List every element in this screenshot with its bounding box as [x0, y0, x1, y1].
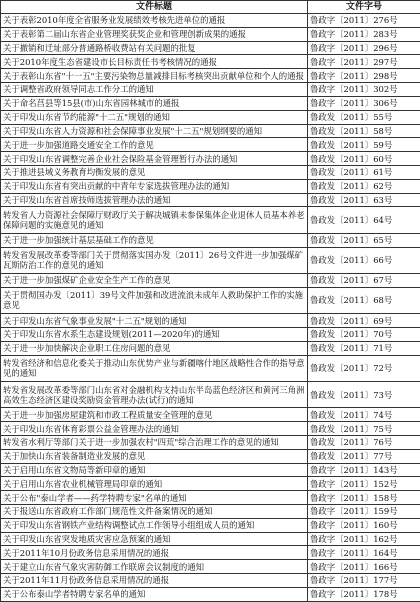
document-title-cell: 关于启用山东省农业机械管理局印章的通知: [1, 477, 308, 491]
table-row: [1, 587, 420, 601]
document-code-cell: 鲁政字〔2011〕164号: [308, 546, 420, 560]
table-row: [1, 193, 420, 207]
document-code-cell: 鲁政发〔2011〕69号: [308, 314, 420, 328]
document-code-cell: 鲁政字〔2011〕152号: [308, 477, 420, 491]
document-code-cell: 鲁政发〔2011〕76号: [308, 435, 420, 449]
title-column-header: 文件标题: [1, 1, 308, 14]
document-code-cell: 鲁政字〔2011〕296号: [308, 41, 420, 55]
document-code-cell: 鲁政字〔2011〕297号: [308, 55, 420, 69]
document-title-cell: 转发省发展改革委等部门山东省对金融机构支持山东半岛蓝色经济区和黄河三角洲高效生态经济区建设奖励资金管理办法(试行)的通知: [1, 381, 308, 407]
document-title-cell: 关于印发山东省首席技师选拔管理办法的通知: [1, 193, 308, 207]
document-code-cell: 鲁政字〔2011〕166号: [308, 560, 420, 574]
document-title-cell: 关于印发山东省调整完善企业社会保险基金管理暂行办法的通知: [1, 152, 308, 166]
table-row: [1, 41, 420, 55]
document-code-cell: 鲁政发〔2011〕60号: [308, 152, 420, 166]
document-code-cell: 鲁政字〔2011〕158号: [308, 491, 420, 505]
table-row: [1, 463, 420, 477]
document-title-cell: 关于公布泰山学者特聘专家名单的通知: [1, 587, 308, 601]
document-code-cell: 鲁政字〔2011〕178号: [308, 587, 420, 601]
document-code-cell: 鲁政字〔2011〕143号: [308, 463, 420, 477]
table-row: [1, 381, 420, 407]
document-code-cell: 鲁政发〔2011〕73号: [308, 381, 420, 407]
table-row: [1, 449, 420, 463]
table-row: [1, 247, 420, 273]
table-row: [1, 314, 420, 328]
document-title-cell: 关于撤销和迁址部分普通路桥收费站有关问题的批复: [1, 41, 308, 55]
document-code-cell: 鲁政发〔2011〕61号: [308, 165, 420, 179]
document-code-cell: 鲁政发〔2011〕74号: [308, 408, 420, 422]
document-title-cell: 关于进一步加快解决企业职工住房问题的意见: [1, 341, 308, 355]
table-row: [1, 14, 420, 28]
document-title-cell: 关于印发山东省体育彩票公益金管理办法的通知: [1, 422, 308, 436]
document-title-cell: 转发省发展改革委等部门关于贯彻落实国办发〔2011〕26号文件进一步加强煤矿瓦斯防治工作的意见的通知: [1, 247, 308, 273]
document-code-cell: 鲁政发〔2011〕59号: [308, 138, 420, 152]
table-row: [1, 55, 420, 69]
document-title-cell: 关于2010年度生态省建设市长目标责任书考核情况的通报: [1, 55, 308, 69]
document-title-cell: 关于推进县域义务教育均衡发展的意见: [1, 165, 308, 179]
document-title-cell: 转发省经济和信息化委关于推动山东优势产业与新疆喀什地区战略性合作的指导意见的通知: [1, 355, 308, 381]
table-row: [1, 355, 420, 381]
table-row: [1, 422, 420, 436]
document-code-cell: 鲁政发〔2011〕70号: [308, 327, 420, 341]
table-row: [1, 327, 420, 341]
document-title-cell: 关于表彰山东省"十一五"主要污染物总量减排目标考核突出贡献单位和个人的通报: [1, 69, 308, 83]
table-row: [1, 273, 420, 287]
document-title-cell: 关于印发山东省人力资源和社会保障事业发展"十二五"规划纲要的通知: [1, 124, 308, 138]
document-title-cell: 关于2011年11月份政务信息采用情况的通报: [1, 574, 308, 588]
document-code-cell: 鲁政发〔2011〕58号: [308, 124, 420, 138]
document-title-cell: 关于表彰第二届山东省企业管理奖获奖企业和管理创新成果的通报: [1, 27, 308, 41]
document-title-cell: 关于2011年10月份政务信息采用情况的通报: [1, 546, 308, 560]
document-code-cell: 鲁政发〔2011〕64号: [308, 207, 420, 233]
table-row: [1, 165, 420, 179]
table-row: [1, 110, 420, 124]
document-title-cell: 关于贯彻国办发〔2011〕39号文件加强和改进流浪未成年人救助保护工作的实施意见: [1, 287, 308, 313]
document-code-cell: 鲁政发〔2011〕75号: [308, 422, 420, 436]
document-title-cell: 关于印发山东省突发地质灾害应急预案的通知: [1, 532, 308, 546]
document-code-cell: 鲁政字〔2011〕276号: [308, 14, 420, 28]
document-title-cell: 关于进一步加强道路交通安全工作的意见: [1, 138, 308, 152]
table-row: [1, 124, 420, 138]
document-code-cell: 鲁政发〔2011〕66号: [308, 247, 420, 273]
document-title-cell: 关于建立山东省气象灾害防御工作联席会议制度的通知: [1, 560, 308, 574]
table-row: [1, 287, 420, 313]
document-code-cell: 鲁政字〔2011〕177号: [308, 574, 420, 588]
document-code-cell: 鲁政字〔2011〕162号: [308, 532, 420, 546]
document-code-cell: 鲁政发〔2011〕71号: [308, 341, 420, 355]
table-row: [1, 69, 420, 83]
table-row: [1, 491, 420, 505]
table-row: [1, 152, 420, 166]
document-title-cell: 关于报送山东省政府工作部门规范性文件备案情况的通知: [1, 505, 308, 519]
table-row: [1, 207, 420, 233]
document-code-cell: 鲁政发〔2011〕62号: [308, 179, 420, 193]
document-title-cell: 关于印发山东省气象事业发展"十二五"规划的通知: [1, 314, 308, 328]
table-row: [1, 138, 420, 152]
table-row: [1, 408, 420, 422]
document-title-cell: 关于印发山东省有突出贡献的中青年专家选拔管理办法的通知: [1, 179, 308, 193]
document-code-cell: 鲁政发〔2011〕63号: [308, 193, 420, 207]
document-code-cell: 鲁政字〔2011〕159号: [308, 505, 420, 519]
table-row: [1, 96, 420, 110]
document-title-cell: 关于印发山东省节约能源"十二五"规划的通知: [1, 110, 308, 124]
document-code-cell: 鲁政发〔2011〕77号: [308, 449, 420, 463]
document-title-cell: 关于印发山东省钢铁产业结构调整试点工作领导小组组成人员的通知: [1, 518, 308, 532]
table-row: [1, 83, 420, 97]
table-row: [1, 435, 420, 449]
document-title-cell: 关于表彰2010年度全省服务业发展绩效考核先进单位的通报: [1, 14, 308, 28]
document-title-cell: 关于调整省政府领导同志工作分工的通知: [1, 83, 308, 97]
code-column-header: 文件字号: [308, 1, 420, 14]
table-row: [1, 518, 420, 532]
document-code-cell: 鲁政字〔2011〕160号: [308, 518, 420, 532]
document-title-cell: 关于启用山东省文物局等新印章的通知: [1, 463, 308, 477]
document-title-cell: 转发省水利厅等部门关于进一步加强农村"四荒"综合治理工作的意见的通知: [1, 435, 308, 449]
document-code-cell: 鲁政字〔2011〕302号: [308, 83, 420, 97]
table-row: [1, 27, 420, 41]
table-row: [1, 574, 420, 588]
table-row: [1, 560, 420, 574]
document-code-cell: 鲁政发〔2011〕65号: [308, 233, 420, 247]
table-row: [1, 341, 420, 355]
table-row: [1, 233, 420, 247]
document-title-cell: 关于公布"泰山学者——药学特聘专家"名单的通知: [1, 491, 308, 505]
document-code-cell: 鲁政发〔2011〕68号: [308, 287, 420, 313]
document-title-cell: 关于加快山东省装备制造业发展的意见: [1, 449, 308, 463]
document-code-cell: 鲁政字〔2011〕298号: [308, 69, 420, 83]
document-code-cell: 鲁政字〔2011〕306号: [308, 96, 420, 110]
document-code-cell: 鲁政发〔2011〕55号: [308, 110, 420, 124]
table-row: [1, 546, 420, 560]
document-title-cell: 转发省人力资源社会保障厅财政厅关于解决城镇未参保集体企业退休人员基本养老保障问题的实施意见的通知: [1, 207, 308, 233]
document-code-cell: 鲁政发〔2011〕72号: [308, 355, 420, 381]
table-row: [1, 179, 420, 193]
document-title-cell: 关于进一步加强煤矿企业安全生产工作的意见: [1, 273, 308, 287]
document-code-cell: 鲁政发〔2011〕67号: [308, 273, 420, 287]
document-title-cell: 关于进一步加强房屋建筑和市政工程质量安全管理的意见: [1, 408, 308, 422]
table-row: [1, 532, 420, 546]
table-row: [1, 477, 420, 491]
document-code-cell: 鲁政字〔2011〕283号: [308, 27, 420, 41]
table-row: [1, 505, 420, 519]
document-title-cell: 关于印发山东省水系生态建设规划(2011—2020年)的通知: [1, 327, 308, 341]
table-header-row: [1, 1, 420, 14]
document-title-cell: 关于命名莒县等15县(市)山东省园林城市的通报: [1, 96, 308, 110]
document-title-cell: 关于进一步加强统计基层基础工作的意见: [1, 233, 308, 247]
